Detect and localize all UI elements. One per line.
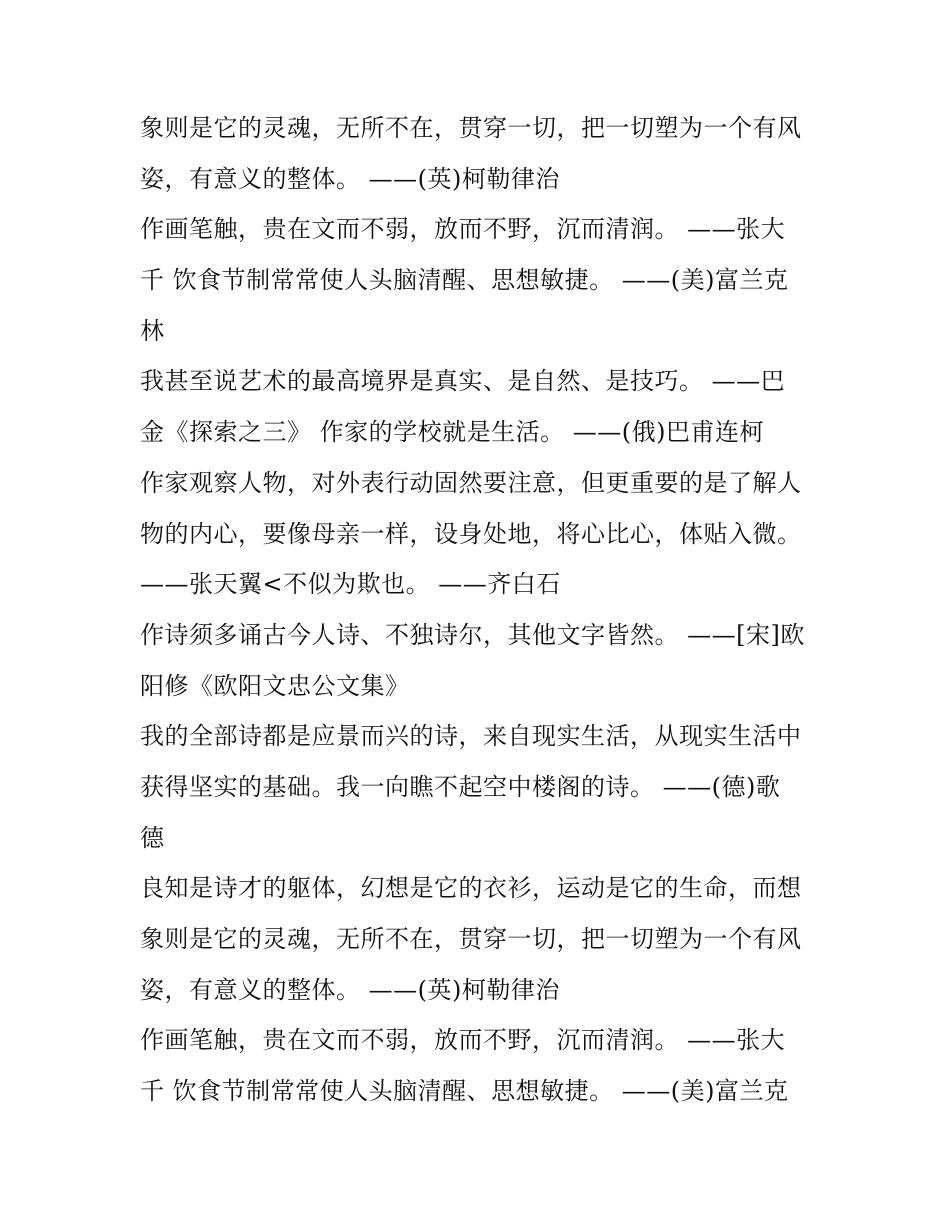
text-line-10: ——张天翼<不似为欺也。 ——齐白石	[140, 570, 561, 599]
text-line-6: 我甚至说艺术的最高境界是真实、是自然、是技巧。 ——巴	[140, 367, 786, 396]
text-line-3: 作画笔触，贵在文而不弱，放而不野，沉而清润。 ——张大	[140, 215, 786, 244]
text-line-12: 阳修《欧阳文忠公文集》	[140, 671, 410, 700]
text-line-13: 我的全部诗都是应景而兴的诗，来自现实生活，从现实生活中	[140, 722, 802, 751]
document-body	[140, 103, 820, 1117]
text-line-7: 金《探索之三》 作家的学校就是生活。 ——(俄)巴甫连柯	[140, 418, 764, 447]
text-line-9: 物的内心，要像母亲一样，设身处地，将心比心，体贴入微。	[140, 519, 802, 548]
text-line-14: 获得坚实的基础。我一向瞧不起空中楼阁的诗。 ——(德)歌	[140, 772, 781, 801]
text-line-18: 姿，有意义的整体。 ——(英)柯勒律治	[140, 975, 560, 1004]
text-line-2: 姿，有意义的整体。 ——(英)柯勒律治	[140, 164, 560, 193]
text-line-15: 德	[140, 823, 165, 852]
text-line-20: 千 饮食节制常常使人头脑清醒、思想敏捷。 ——(美)富兰克	[140, 1077, 789, 1106]
text-line-19: 作画笔触，贵在文而不弱，放而不野，沉而清润。 ——张大	[140, 1026, 786, 1055]
text-line-11: 作诗须多诵古今人诗、不独诗尔，其他文字皆然。 ——[宋]欧	[140, 620, 805, 649]
text-line-5: 林	[140, 316, 165, 345]
text-line-8: 作家观察人物，对外表行动固然要注意，但更重要的是了解人	[140, 468, 802, 497]
text-line-17: 象则是它的灵魂，无所不在，贯穿一切，把一切塑为一个有风	[140, 925, 802, 953]
text-line-4: 千 饮食节制常常使人头脑清醒、思想敏捷。 ——(美)富兰克	[140, 266, 789, 295]
text-line-1: 象则是它的灵魂，无所不在，贯穿一切，把一切塑为一个有风	[140, 114, 802, 142]
text-line-16: 良知是诗才的躯体，幻想是它的衣衫，运动是它的生命，而想	[140, 874, 802, 903]
